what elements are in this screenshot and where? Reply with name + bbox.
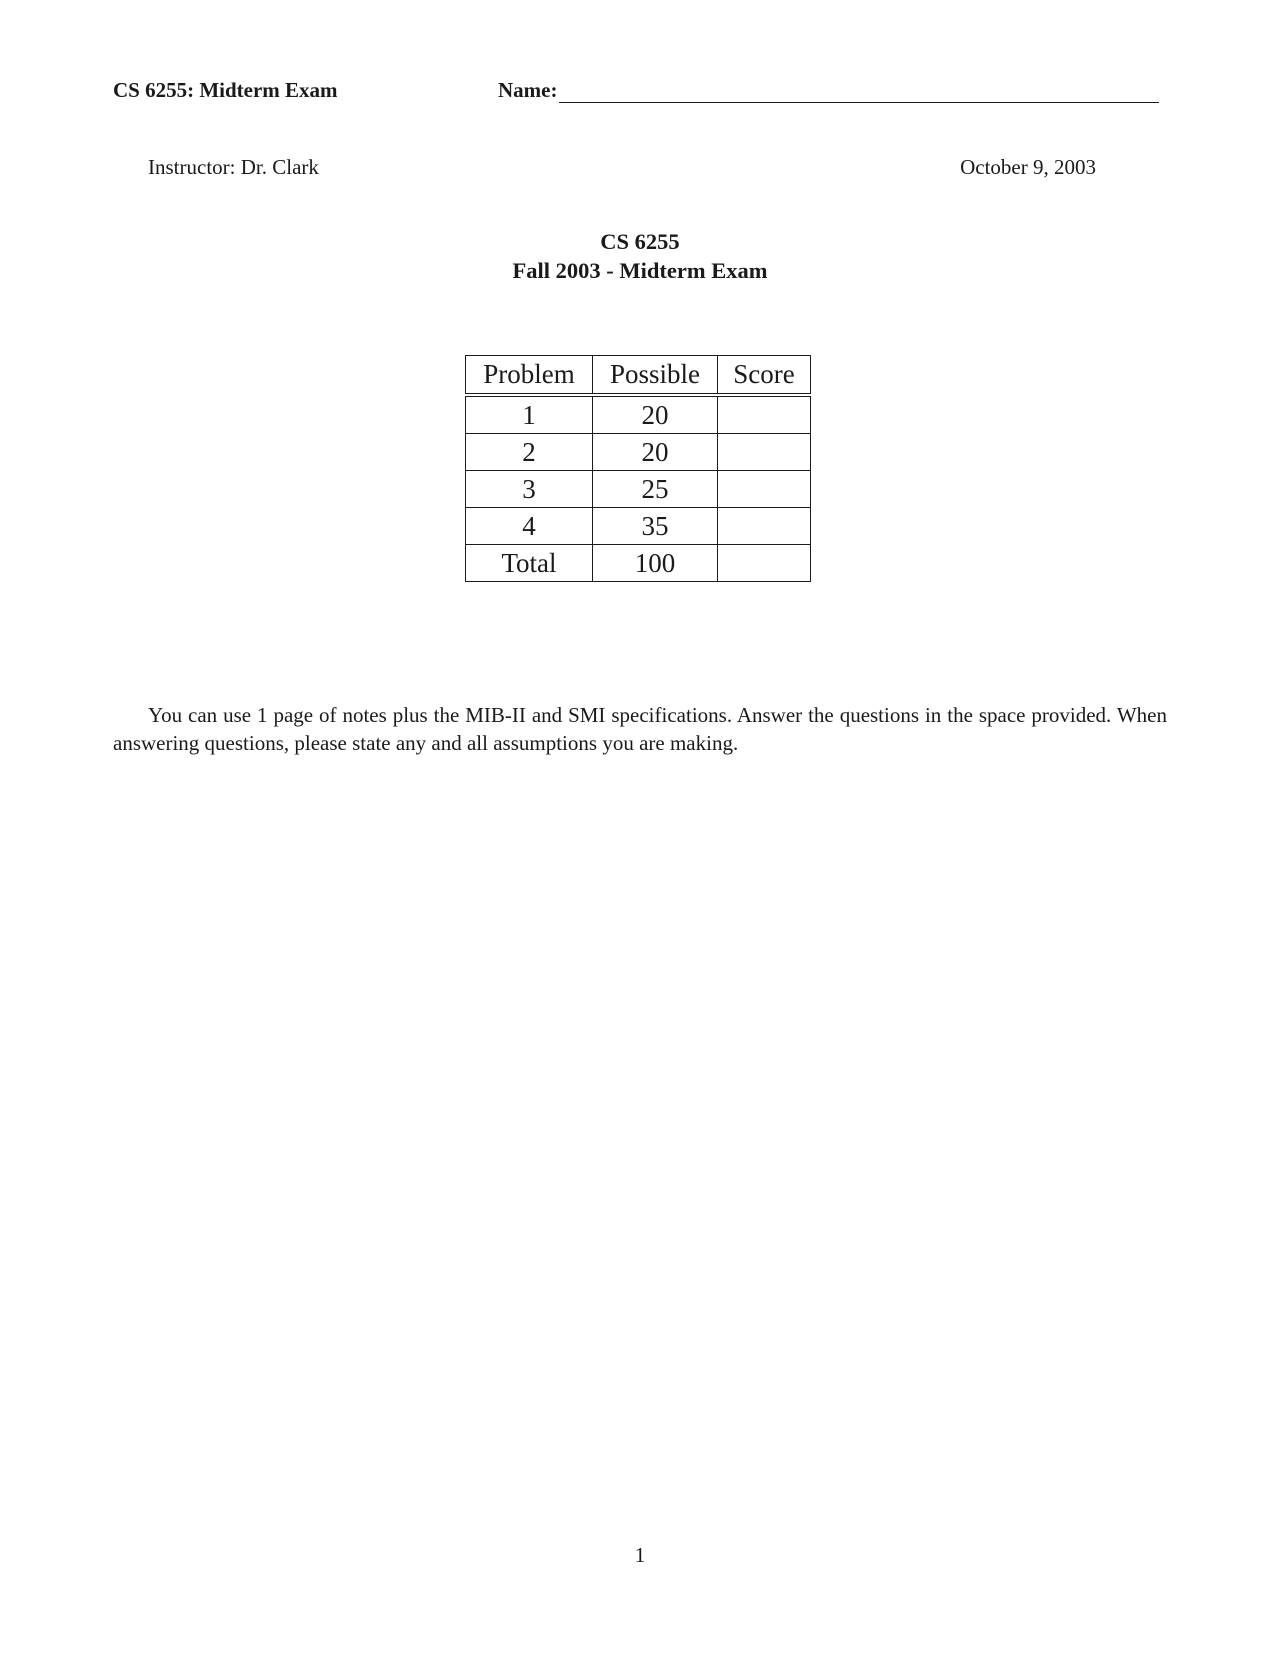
score-table (465, 355, 811, 582)
name-label: Name: (498, 78, 558, 102)
cell-problem: 4 (466, 508, 593, 545)
table-row (466, 434, 811, 471)
cell-possible: 20 (593, 434, 718, 471)
title-course: CS 6255 (600, 229, 680, 254)
name-field (498, 78, 1159, 103)
cell-score (718, 395, 811, 434)
cell-possible: 100 (593, 545, 718, 582)
instructor-line: Instructor: Dr. Clark (148, 155, 319, 179)
cell-possible: 20 (593, 395, 718, 434)
exam-title (0, 227, 1280, 285)
cell-score (718, 471, 811, 508)
score-table-header-row (466, 356, 811, 396)
table-row-total (466, 545, 811, 582)
title-term: Fall 2003 - Midterm Exam (512, 258, 768, 283)
course-header: CS 6255: Midterm Exam (113, 78, 338, 102)
exam-date: October 9, 2003 (960, 155, 1096, 179)
cell-problem: 3 (466, 471, 593, 508)
table-row (466, 508, 811, 545)
cell-problem: 2 (466, 434, 593, 471)
page-number: 1 (634, 1543, 646, 1567)
header-problem: Problem (466, 356, 593, 396)
cell-problem: 1 (466, 395, 593, 434)
table-row (466, 395, 811, 434)
cell-score (718, 508, 811, 545)
cell-possible: 35 (593, 508, 718, 545)
header-possible: Possible (593, 356, 718, 396)
cell-score (718, 545, 811, 582)
cell-problem: Total (466, 545, 593, 582)
cell-score (718, 434, 811, 471)
exam-instructions: You can use 1 page of notes plus the MIB-II and SMI specifications. Answer the questions in the space provided. When answering questions, please state any and all assumptions you are making. (113, 703, 1167, 755)
header-score: Score (718, 356, 811, 396)
cell-possible: 25 (593, 471, 718, 508)
name-blank-line (559, 82, 1159, 103)
table-row (466, 471, 811, 508)
